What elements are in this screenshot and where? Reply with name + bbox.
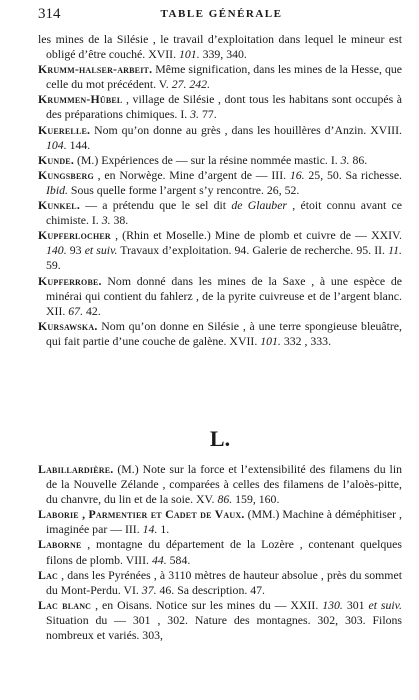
entry-reference: 27. 242. (171, 77, 211, 92)
entry-text: 42. (83, 303, 101, 318)
entry-headword: Laborie , Parmentier et Cadet de Vaux. (38, 507, 245, 522)
entry-text: 59. (46, 258, 61, 273)
index-entry (38, 123, 402, 153)
entry-text: 77. (199, 107, 217, 122)
entry-headword: Kupferrobe. (38, 273, 102, 288)
entry-reference: 140. (46, 243, 67, 258)
entry-reference: 67. (68, 303, 84, 318)
entry-text: les mines de la Silésie , le travail d’exploitation dans lequel le mineur est obligé d’être couché. XVII. (38, 32, 402, 62)
entry-text: (M.) Note sur la force et l’extensibilité des filamens du lin de la Nouvelle Zélande , comparées à celles des filamens de l’aloès-pitte, du chanvre, du lin et de la soie. XV. (46, 462, 402, 507)
entry-text: , dans les Pyrénées , à 3110 mètres de hauteur absolue , près du sommet du Mont-Perdu. VI. (46, 567, 402, 597)
entry-reference: de Glauber (231, 198, 288, 213)
entry-text: (MM.) Machine à déméphitiser , imaginée par — III. (46, 507, 403, 537)
index-entry (38, 198, 402, 228)
entry-text: Situation du — 301 , 302. Nature des montagnes. 302, 303. Filons nombreux et variés. 303, (46, 612, 402, 643)
entry-text: 144. (66, 137, 91, 152)
entry-text: Même signification, dans les mines de la Hesse, que celle du mot précédent. V. (46, 62, 402, 92)
entry-headword: Lac (38, 567, 59, 582)
index-entry (38, 507, 402, 537)
entry-reference: 101. (260, 333, 281, 348)
entry-headword: Kunkel. (38, 198, 80, 213)
entry-text: 1. (157, 522, 170, 537)
entry-headword: Kursawska. (38, 318, 98, 333)
entry-text: , montagne du département de la Lozère , contenant quelques filons de plomb. VIII. (46, 537, 402, 567)
entry-text: (M.) Expériences de — sur la résine nommée mastic. I. (74, 152, 341, 167)
entry-text: , village de Silésie , dont tous les habitans sont occupés à des préparations chimiques. I. (46, 92, 402, 122)
entry-text: 25, 50. Sa richesse. (304, 167, 403, 182)
entry-text: 38. (110, 213, 129, 228)
index-entry (38, 32, 402, 62)
entry-text: 584. (166, 552, 191, 567)
entry-reference: 104. (46, 137, 67, 152)
entry-text: 86. (349, 152, 368, 167)
index-entry (38, 319, 402, 349)
entry-reference: 3. (340, 152, 350, 167)
entry-text: , en Norwège. Mine d’argent de — III. (93, 167, 290, 182)
entry-reference: 11. (388, 243, 402, 258)
index-entry (38, 92, 402, 122)
entry-text: 332 , 333. (280, 333, 332, 348)
index-entry (38, 598, 402, 643)
entry-headword: Laborne (38, 537, 82, 552)
entry-text: 46. Sa description. 47. (156, 582, 265, 597)
entry-text: , étoit connu avant ce chimiste. I. (46, 198, 402, 228)
entry-text: 93 (66, 243, 85, 258)
index-entries-k (38, 32, 402, 349)
entry-text: 301 (342, 597, 369, 612)
entry-reference: 3. (101, 213, 111, 228)
index-entry (38, 537, 402, 567)
entry-headword: Kuerelle. (38, 122, 91, 137)
entry-reference: 14. (142, 522, 158, 537)
entry-reference: 86. (217, 492, 233, 507)
entry-text: Nom qu’on donne en Silésie , à une terre spongieuse bleuâtre, qui fait partie d’une couche de galène. XVII. (46, 318, 402, 348)
entry-reference: Ibid. (46, 182, 68, 197)
entry-reference: 37. (141, 582, 157, 597)
index-entry (38, 153, 402, 168)
running-title: TABLE GÉNÉRALE (160, 8, 283, 20)
entry-reference: 44. (151, 552, 167, 567)
index-entry (38, 168, 402, 198)
entry-text: 159, 160. (232, 492, 280, 507)
entry-text: , en Oisans. Notice sur les mines du — XXII. (91, 597, 323, 612)
entry-reference: 3. (190, 107, 200, 122)
entry-reference: et suiv. (368, 597, 402, 612)
entry-headword: Lac blanc (38, 597, 92, 612)
entry-headword: Krumm-halser-arbeit. (38, 62, 153, 77)
entry-text: Nom donné dans les mines de la Saxe , à une espèce de minérai qui contient du fahlerz , de la pyrite cuivreuse et de l’argent blanc. XII. (46, 273, 402, 318)
entry-reference: et suiv. (84, 243, 118, 258)
entry-headword: Krummen-Hübel (38, 92, 123, 107)
running-header (38, 6, 405, 26)
entry-text: Nom qu’on donne au grès , dans les houillères d’Anzin. XVIII. (90, 122, 402, 137)
entry-text: 339, 340. (199, 47, 247, 62)
index-entry (38, 228, 402, 273)
entry-headword: Kungsberg (38, 167, 94, 182)
entry-headword: Labillardière. (38, 462, 114, 476)
entry-text: , (Rhin et Moselle.) Mine de plomb et cuivre de — XXIV. (110, 228, 402, 243)
entry-reference: 16. (289, 167, 305, 182)
index-entry (38, 462, 402, 507)
entry-reference: 130. (322, 597, 343, 612)
index-entries-l (38, 462, 402, 643)
index-entry (38, 62, 402, 92)
entry-text: Sous quelle forme l’argent s’y rencontre. 26, 52. (67, 182, 300, 197)
index-entry (38, 274, 402, 319)
entry-text: — a prétendu que le sel dit (79, 198, 232, 213)
entry-headword: Kunde. (38, 152, 74, 167)
entry-headword: Kupferlocher (38, 228, 111, 243)
page-number: 314 (38, 6, 61, 22)
entry-text: Travaux d’exploitation. 94. Galerie de recherche. 95. II. (117, 243, 389, 258)
section-letter: L. (209, 426, 231, 451)
index-entry (38, 568, 402, 598)
entry-reference: 101. (179, 47, 200, 62)
